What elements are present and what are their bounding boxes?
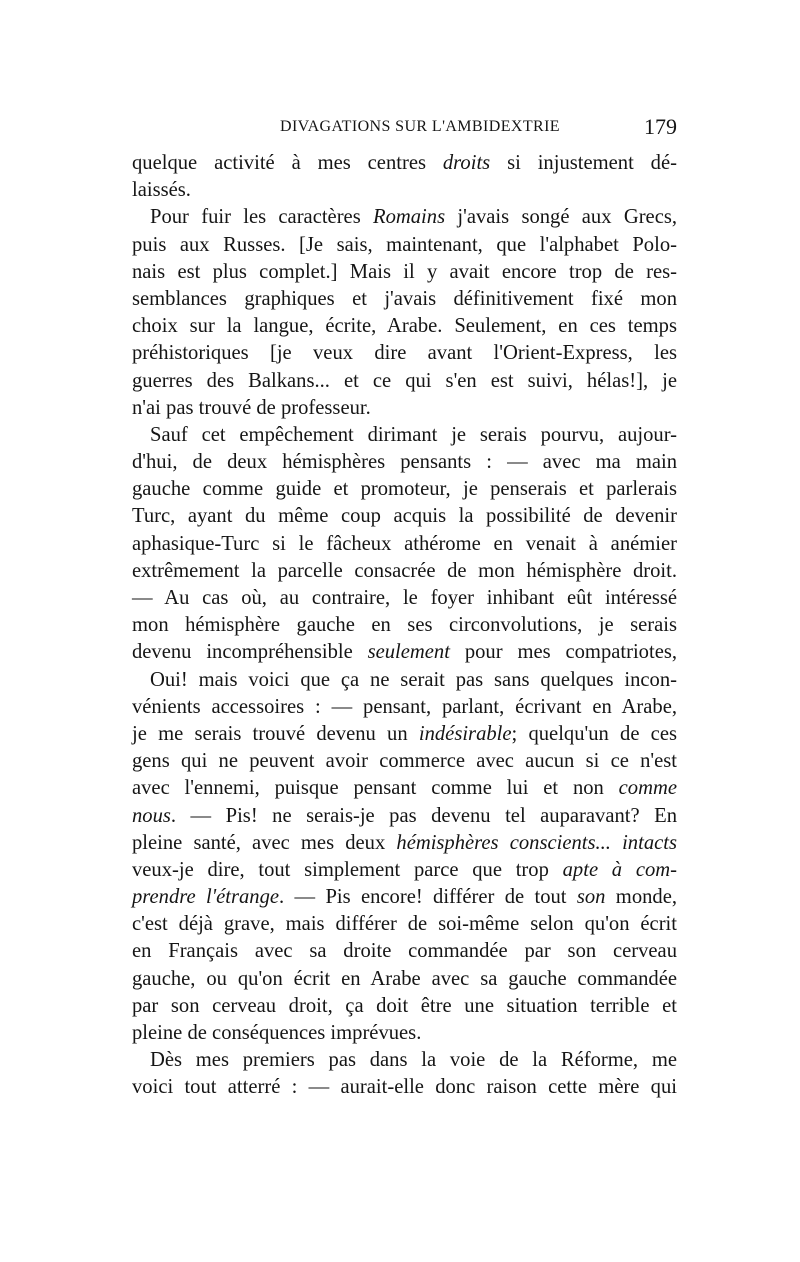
text-segment: voici tout atterré : — aurait-elle donc raison cette mère qui	[132, 1076, 677, 1099]
text-segment: gauche comme guide et promoteur, je penserais et parlerais	[132, 478, 677, 501]
text-line	[132, 286, 677, 313]
text-line	[132, 612, 677, 639]
text-line	[132, 422, 677, 449]
text-line	[132, 531, 677, 558]
text-segment: aphasique-Turc si le fâcheux athérome en venait à anémier	[132, 532, 677, 555]
italic-text: comme	[618, 777, 677, 800]
text-line	[132, 1074, 677, 1101]
text-line	[132, 232, 677, 259]
text-line	[132, 177, 677, 204]
italic-text: indésirable	[418, 722, 512, 745]
text-segment: — Au cas où, au contraire, le foyer inhibant eût intéressé	[132, 587, 677, 609]
text-segment: ; quelqu'un de ces	[511, 722, 677, 745]
text-line	[132, 748, 677, 775]
text-segment: c'est déjà grave, mais différer de soi-même selon qu'on écrit	[132, 913, 677, 936]
text-segment: pleine santé, avec mes deux	[132, 831, 397, 854]
text-segment: semblances graphiques et j'avais définitivement fixé mon	[132, 287, 677, 310]
text-segment: gens qui ne peuvent avoir commerce avec aucun si ce n'est	[132, 750, 677, 773]
text-line	[132, 476, 677, 503]
text-line	[132, 830, 677, 857]
text-line	[132, 395, 677, 422]
text-segment: avec l'ennemi, puisque pensant comme lui et non	[132, 777, 619, 800]
text-segment: guerres des Balkans... et ce qui s'en est suivi, hélas!], je	[132, 369, 677, 392]
text-line	[132, 585, 677, 612]
text-segment: puis aux Russes. [Je sais, maintenant, que l'alphabet Polo-	[132, 233, 677, 256]
text-line	[132, 340, 677, 367]
text-segment: choix sur la langue, écrite, Arabe. Seulement, en ces temps	[132, 315, 677, 338]
text-line	[132, 966, 677, 993]
text-segment: si injustement dé-	[490, 152, 677, 174]
text-line	[132, 639, 677, 666]
running-title: DIVAGATIONS SUR L'AMBIDEXTRIE	[280, 118, 560, 135]
text-segment: . — Pis! ne serais-je pas devenu tel auparavant? En	[170, 804, 677, 827]
text-line	[132, 259, 677, 286]
italic-text: son	[576, 886, 606, 909]
text-line	[132, 911, 677, 938]
text-segment: monde,	[605, 886, 677, 909]
text-segment: vénients accessoires : — pensant, parlant, écrivant en Arabe,	[132, 695, 677, 718]
text-segment: je me serais trouvé devenu un	[132, 722, 419, 745]
italic-text: nous	[132, 804, 171, 827]
text-line	[132, 721, 677, 748]
text-line	[132, 368, 677, 395]
text-segment: j'avais songé aux Grecs,	[445, 206, 677, 229]
page-number: 179	[644, 114, 677, 139]
text-segment: mon hémisphère gauche en ses circonvolutions, je serais	[132, 614, 677, 637]
text-segment: veux-je dire, tout simplement parce que trop	[132, 858, 563, 881]
text-line	[132, 150, 677, 177]
text-line	[132, 204, 677, 231]
text-line	[132, 1047, 677, 1074]
text-segment: . — Pis encore! différer de tout	[279, 886, 577, 909]
text-segment: pour mes compatriotes,	[449, 641, 677, 664]
text-line	[132, 503, 677, 530]
italic-text: hémisphères conscients... intacts	[396, 831, 677, 854]
italic-text: droits	[442, 152, 491, 174]
italic-text: prendre l'étrange	[132, 886, 280, 909]
text-line	[132, 667, 677, 694]
text-segment: n'ai pas trouvé de professeur.	[132, 396, 371, 419]
text-line	[132, 803, 677, 830]
text-segment: préhistoriques [je veux dire avant l'Orient-Express, les	[132, 342, 677, 365]
text-segment: nais est plus complet.] Mais il y avait encore trop de res-	[132, 260, 677, 283]
text-segment: quelque activité à mes centres	[132, 152, 443, 174]
text-line	[132, 1020, 677, 1047]
text-segment: gauche, ou qu'on écrit en Arabe avec sa gauche commandée	[132, 967, 677, 990]
italic-text: apte à com-	[562, 858, 677, 881]
text-segment: Turc, ayant du même coup acquis la possibilité de devenir	[132, 505, 677, 528]
text-line	[132, 938, 677, 965]
text-segment: Sauf cet empêchement dirimant je serais pourvu, aujour-	[150, 423, 677, 446]
body-text	[132, 150, 677, 1102]
text-line	[132, 313, 677, 340]
text-line	[132, 884, 677, 911]
text-line	[132, 558, 677, 585]
text-line	[132, 857, 677, 884]
text-line	[132, 993, 677, 1020]
text-line	[132, 449, 677, 476]
text-segment: Oui! mais voici que ça ne serait pas sans quelques incon-	[150, 668, 677, 691]
text-line	[132, 775, 677, 802]
text-segment: d'hui, de deux hémisphères pensants : — avec ma main	[132, 451, 677, 474]
italic-text: Romains	[373, 206, 446, 229]
running-head	[132, 116, 677, 140]
text-segment: Pour fuir les caractères	[150, 206, 374, 229]
text-segment: pleine de conséquences imprévues.	[132, 1022, 422, 1044]
text-segment: devenu incompréhensible	[132, 641, 368, 664]
text-segment: extrêmement la parcelle consacrée de mon hémisphère droit.	[132, 559, 677, 582]
text-line	[132, 694, 677, 721]
italic-text: seulement	[367, 641, 450, 664]
text-segment: en Français avec sa droite commandée par son cerveau	[132, 940, 677, 963]
text-segment: Dès mes premiers pas dans la voie de la Réforme, me	[150, 1049, 677, 1072]
text-segment: laissés.	[132, 179, 191, 202]
text-segment: par son cerveau droit, ça doit être une situation terrible et	[132, 994, 677, 1017]
